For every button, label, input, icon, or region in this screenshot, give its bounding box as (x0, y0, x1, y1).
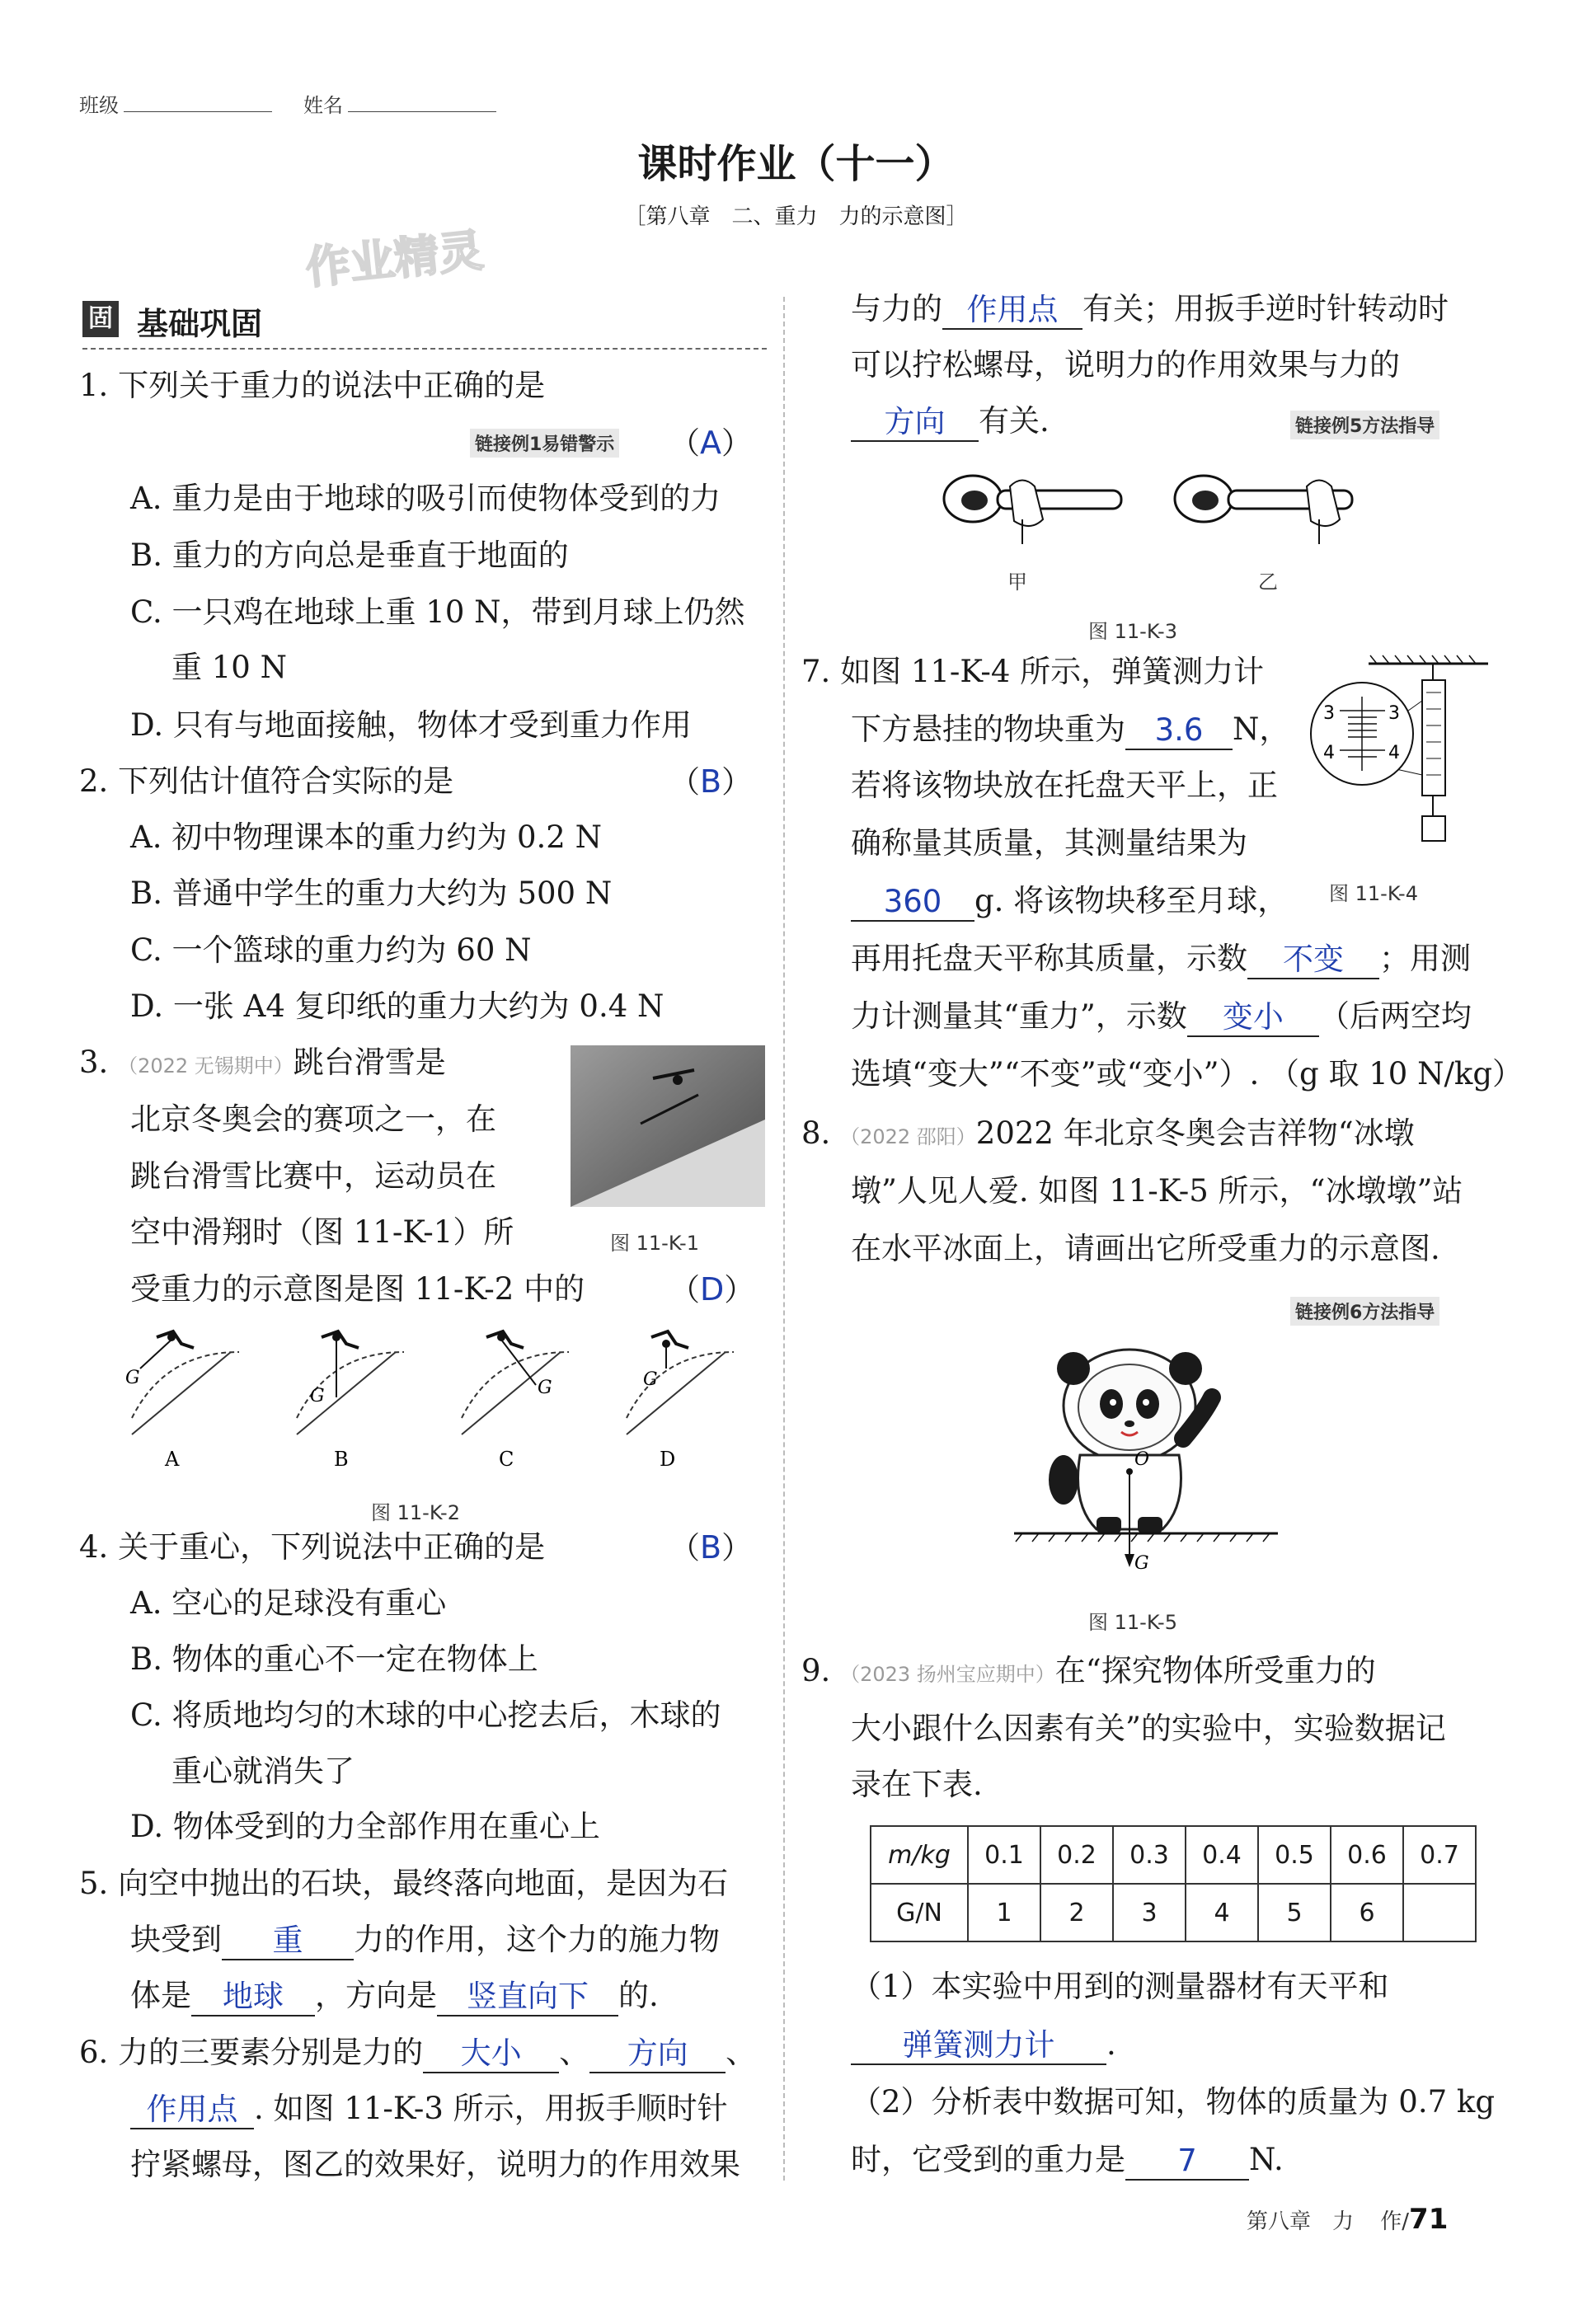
column-divider (783, 297, 785, 2181)
spring-scale-body (1422, 680, 1445, 796)
figure-11-k-3 (932, 462, 1360, 569)
q1-answer-paren: （A） (669, 425, 752, 461)
q5-blank-1[interactable]: 重 (222, 1923, 354, 1960)
table-row-mass (871, 1826, 1476, 1884)
q3-line5: 受重力的示意图是图 11-K-2 中的 (130, 1271, 585, 1307)
page-title: 课时作业（十一） (637, 141, 955, 187)
table-cell: 4 (1186, 1884, 1258, 1941)
q2-option-a: A. 初中物理课本的重力约为 0.2 N (130, 819, 602, 855)
table-row-gravity (871, 1884, 1476, 1941)
q5-blank-2[interactable]: 地球 (191, 1979, 315, 2016)
q6-blank-1[interactable]: 大小 (423, 2035, 559, 2073)
q2-option-d: D. 一张 A4 复印纸的重力大约为 0.4 N (130, 988, 665, 1024)
q7-blank-2[interactable]: 360 (851, 884, 974, 922)
q6-line1: 6. 力的三要素分别是力的 大小 、 方向 、 (79, 2032, 756, 2073)
q9-part2-line1: （2）分析表中数据可知，物体的质量为 0.7 kg (851, 2084, 1496, 2120)
q8-source: （2022 邵阳） (840, 1125, 976, 1148)
q4-option-c-cont: 重心就消失了 (171, 1754, 355, 1789)
q4-answer-paren: （B） (669, 1529, 753, 1566)
table-cell: 6 (1331, 1884, 1403, 1941)
option-c-diagram (462, 1331, 569, 1434)
figure-11-k-2 (115, 1319, 758, 1492)
q9-blank-1[interactable]: 弹簧测力计 (851, 2027, 1106, 2065)
q8-tag: 链接例6方法指导 (1290, 1297, 1439, 1326)
wrench-label-jia: 甲 (1007, 570, 1027, 594)
figure-11-k-5 (1014, 1348, 1278, 1575)
q6-blank-2[interactable]: 方向 (589, 2035, 726, 2073)
table-cell: 0.6 (1331, 1826, 1403, 1884)
fig-11-k-2-caption: 图 11-K-2 (371, 1501, 460, 1524)
q6-line6: 方向 有关. (851, 401, 1050, 442)
page-number: 71 (1409, 2203, 1449, 2236)
g-label-d: G (643, 1369, 658, 1390)
table-cell: 3 (1113, 1884, 1186, 1941)
q3-line2: 北京冬奥会的赛项之一，在 (130, 1101, 496, 1137)
q5-line1: 5. 向空中抛出的石块，最终落向地面，是因为石 (79, 1866, 729, 1901)
page-subtitle: ［第八章 二、重力 力的示意图］ (624, 204, 968, 229)
q8-line1: 8. （2022 邵阳）2022 年北京冬奥会吉祥物“冰墩 (801, 1115, 1415, 1151)
q8-line2: 墩”人见人爱. 如图 11-K-5 所示，“冰墩墩”站 (851, 1173, 1463, 1209)
q7-blank-3[interactable]: 不变 (1247, 941, 1379, 979)
q6-line2: 作用点 . 如图 11-K-3 所示，用扳手顺时针 (130, 2088, 728, 2129)
q1-option-c-cont: 重 10 N (171, 650, 287, 685)
q2-stem: 2. 下列估计值符合实际的是 (79, 763, 454, 799)
table-cell: 0.5 (1258, 1826, 1331, 1884)
wrench-label-yi: 乙 (1258, 570, 1278, 594)
option-label-c: C (499, 1448, 514, 1471)
q1-tag: 链接例1易错警示 (470, 429, 619, 458)
q1-option-b: B. 重力的方向总是垂直于地面的 (130, 538, 569, 573)
table-cell: 0.2 (1040, 1826, 1113, 1884)
q1-option-a: A. 重力是由于地球的吸引而使物体受到的力 (130, 481, 721, 516)
q6-blank-3[interactable]: 作用点 (130, 2092, 254, 2129)
q6-blank-5[interactable]: 方向 (851, 404, 979, 442)
q7-line1: 7. 如图 11-K-4 所示，弹簧测力计 (801, 654, 1265, 689)
hanging-block (1422, 816, 1445, 841)
q1-answer: A (700, 425, 721, 461)
q4-option-b: B. 物体的重心不一定在物体上 (130, 1641, 538, 1677)
q2-answer-paren: （B） (669, 763, 753, 800)
option-d-diagram (627, 1331, 734, 1434)
q3-line1: 3. （2022 无锡期中）跳台滑雪是 (79, 1045, 446, 1080)
fig-11-k-1-caption: 图 11-K-1 (610, 1232, 699, 1255)
table-cell: 0.1 (968, 1826, 1040, 1884)
option-b-diagram (297, 1331, 404, 1434)
table-cell: 5 (1258, 1884, 1331, 1941)
g-label-a: G (125, 1368, 140, 1388)
q8-line3: 在水平冰面上，请画出它所受重力的示意图. (851, 1231, 1440, 1266)
q7-blank-1[interactable]: 3.6 (1125, 712, 1233, 750)
q9-blank-2[interactable]: 7 (1125, 2143, 1249, 2181)
scale-mark-3-left: 3 (1323, 703, 1335, 724)
scale-mark-4-right: 4 (1388, 743, 1400, 763)
table-head-mass: m/kg (871, 1826, 968, 1884)
q3-line4: 空中滑翔时（图 11-K-1）所 (130, 1214, 514, 1250)
q4-option-a: A. 空心的足球没有重心 (130, 1585, 447, 1621)
q7-blank-4[interactable]: 变小 (1187, 999, 1319, 1037)
q3-source: （2022 无锡期中） (118, 1054, 294, 1077)
scale-mark-4-left: 4 (1323, 743, 1335, 763)
section-icon: 固 (82, 301, 119, 337)
table-cell (1403, 1884, 1476, 1941)
figure-11-k-4 (1303, 651, 1492, 857)
q9-line3: 录在下表. (851, 1767, 983, 1802)
q5-line2: 块受到 重 力的作用，这个力的施力物 (130, 1919, 720, 1960)
q3-line3: 跳台滑雪比赛中，运动员在 (130, 1158, 496, 1194)
q6-blank-4[interactable]: 作用点 (942, 292, 1082, 330)
q7-line8: 选填“变大”“不变”或“变小”）. （g 取 10 N/kg） (851, 1056, 1524, 1092)
q7-line3: 若将该物块放在托盘天平上，正 (851, 768, 1278, 803)
q9-part1-line1: （1）本实验中用到的测量器材有天平和 (851, 1969, 1389, 2004)
q9-part2-line2: 时，它受到的重力是 7 N. (851, 2139, 1284, 2181)
q5-blank-3[interactable]: 竖直向下 (437, 1979, 618, 2016)
option-label-b: B (334, 1448, 349, 1471)
q2-option-b: B. 普通中学生的重力大约为 500 N (130, 876, 613, 911)
q1-stem: 1. 下列关于重力的说法中正确的是 (79, 368, 546, 403)
section-title: 基础巩固 (137, 306, 263, 342)
q7-line7: 力计测量其“重力”，示数 变小 （后两空均 (851, 996, 1472, 1037)
g-label-b: G (310, 1386, 325, 1406)
class-label: 班级 (79, 89, 272, 118)
center-o-label: O (1134, 1449, 1150, 1470)
option-label-d: D (660, 1448, 676, 1471)
q3-answer: D (700, 1271, 725, 1308)
q9-part1-line2: 弹簧测力计 . (851, 2024, 1116, 2065)
q9-source: （2023 扬州宝应期中） (840, 1663, 1055, 1686)
fig-11-k-4-caption: 图 11-K-4 (1329, 882, 1418, 905)
q9-data-table (870, 1825, 1477, 1942)
q7-line6: 再用托盘天平称其质量，示数 不变 ；用测 (851, 938, 1471, 979)
q4-answer: B (700, 1529, 722, 1566)
scale-mark-3-right: 3 (1388, 703, 1400, 724)
q1-option-d: D. 只有与地面接触，物体才受到重力作用 (130, 707, 692, 743)
wrench-jia (944, 476, 1121, 544)
fig-11-k-5-caption: 图 11-K-5 (1088, 1611, 1177, 1634)
q2-answer: B (700, 763, 722, 800)
q9-line1: 9. （2023 扬州宝应期中）在“探究物体所受重力的 (801, 1653, 1376, 1688)
q7-line4: 确称量其质量，其测量结果为 (851, 825, 1247, 861)
table-cell: 0.4 (1186, 1826, 1258, 1884)
option-a-diagram (125, 1331, 239, 1434)
q6-line5: 可以拧松螺母，说明力的作用效果与力的 (851, 347, 1400, 383)
q3-answer-paren: （D） (669, 1271, 755, 1308)
q5-line3: 体是 地球 ，方向是 竖直向下 的. (130, 1975, 659, 2016)
table-cell: 0.3 (1113, 1826, 1186, 1884)
table-cell: 0.7 (1403, 1826, 1476, 1884)
q4-stem: 4. 关于重心，下列说法中正确的是 (79, 1529, 546, 1565)
footer-label: 作/ (1380, 2209, 1410, 2234)
g-label-c: G (538, 1378, 552, 1398)
q7-line2: 下方悬挂的物块重为 3.6 N， (851, 709, 1289, 750)
q9-line2: 大小跟什么因素有关”的实验中，实验数据记 (851, 1711, 1446, 1746)
table-cell: 1 (968, 1884, 1040, 1941)
ski-jump-photo (571, 1045, 765, 1207)
section-rule (82, 348, 767, 350)
wrench-yi (1175, 476, 1352, 544)
q7-line5: 360 g. 将该物块移至月球， (851, 880, 1288, 922)
option-label-a: A (165, 1448, 180, 1471)
footer (1247, 2203, 1448, 2236)
q4-option-d: D. 物体受到的力全部作用在重心上 (130, 1809, 600, 1844)
table-cell: 2 (1040, 1884, 1113, 1941)
table-head-gravity: G/N (871, 1884, 968, 1941)
watermark: 作业精灵 (303, 223, 486, 295)
q1-option-c: C. 一只鸡在地球上重 10 N，带到月球上仍然 (130, 594, 745, 630)
q4-option-c: C. 将质地均匀的木球的中心挖去后，木球的 (130, 1697, 721, 1733)
footer-chapter: 第八章 力 (1247, 2209, 1355, 2234)
gravity-g-label: G (1134, 1553, 1149, 1574)
q6-line4: 与力的 作用点 有关；用扳手逆时针转动时 (851, 289, 1449, 330)
q2-option-c: C. 一个篮球的重力约为 60 N (130, 932, 532, 968)
q6-line3: 拧紧螺母，图乙的效果好，说明力的作用效果 (130, 2147, 740, 2182)
fig-11-k-3-caption: 图 11-K-3 (1088, 620, 1177, 643)
name-label: 姓名 (303, 89, 496, 118)
q6-tag: 链接例5方法指导 (1290, 411, 1439, 439)
